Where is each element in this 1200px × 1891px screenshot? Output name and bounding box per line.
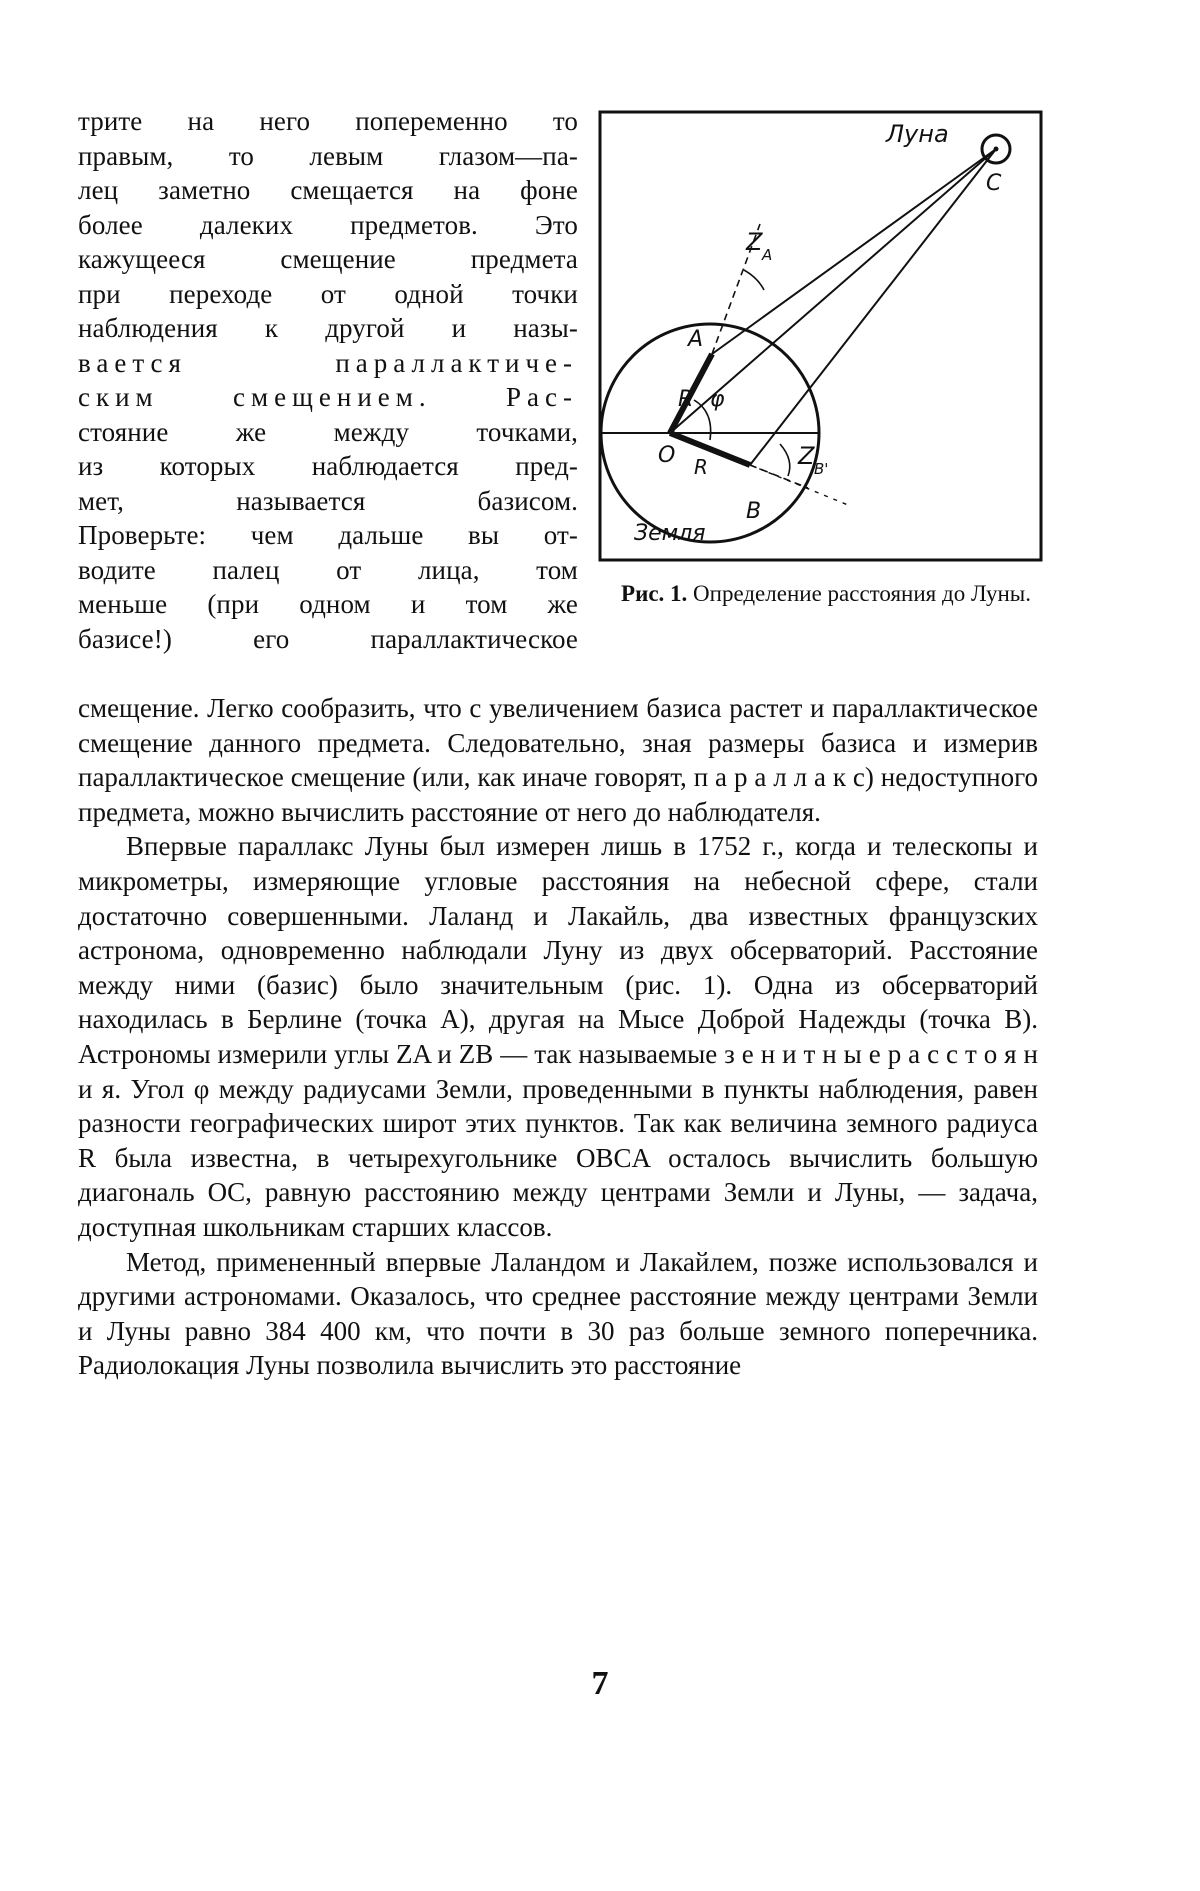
text-line: правым, то левым глазом—па-	[78, 140, 578, 171]
figure-frame	[600, 112, 1041, 560]
caption-label: Рис. 1.	[621, 581, 688, 606]
caption-text: Определение расстояния до Луны.	[693, 581, 1031, 606]
za-sub-label: A	[762, 246, 773, 264]
angle-za-arc	[744, 270, 764, 290]
text-line-spaced-term: вается параллактиче-	[78, 347, 578, 378]
text-line: базисе!) его параллактическое	[78, 623, 578, 654]
figure-diagram	[598, 110, 1043, 562]
text-line: мет, называется базисом.	[78, 485, 578, 516]
earth-label: Земля	[634, 521, 706, 546]
text-line: наблюдения к другой и назы-	[78, 313, 578, 343]
wrapped-paragraph	[78, 104, 578, 656]
text-line: Проверьте: чем дальше вы от-	[78, 520, 578, 550]
point-c-label: C	[986, 171, 1002, 196]
text-line: кажущееся смещение предмета	[78, 244, 578, 274]
text-line: из которых наблюдается пред-	[78, 451, 578, 481]
text-line: трите на него попеременно то	[78, 106, 578, 136]
point-a-label: A	[688, 327, 704, 352]
moon-distance-figure	[598, 110, 1043, 562]
text-line: при переходе от одной точки	[78, 278, 578, 309]
radius-r1-label: R	[678, 387, 694, 412]
zb-sub-label: B'	[814, 460, 829, 478]
paragraph-parallax-history: Впервые параллакс Луны был измерен лишь в 1752 г., когда и телескопы и микрометры, измеряющие угловые расстояния на небесной сфере, стали достаточно совершенными. Лаланд и Лакайль, два известных французских астронома, одновременно наблюдали Луну из двух обсерваторий. Расстояние между ними (базис) было значительным (рис. 1). Одна из обсерваторий находилась в Берлине (точка A), другая на Мысе Доброй Надежды (точка B). Астрономы измерили углы ZA и ZB — так называемые з е н и т н ы е р а с с т о я н и я. Угол φ между радиусами Земли, проведенными в пункты наблюдения, равен разности географических широт этих пунктов. Так как величина земного радиуса R была известна, в четырехугольнике OBCA осталось вычислить большую диагональ OC, равную расстоянию между центрами Земли и Луны, — задача, доступная школьникам старших классов.	[78, 831, 1038, 1242]
za-label: Z	[746, 228, 763, 256]
phi-label: φ	[710, 387, 725, 412]
radius-r2-label: R	[694, 455, 708, 479]
text-line: стояние же между точками,	[78, 416, 578, 447]
text-line-spaced-term: ским смещением. Рас-	[78, 382, 578, 412]
paragraph-method: Метод, примененный впервые Лаландом и Лакайлем, позже использовался и другими астрономами. Оказалось, что среднее расстояние между центрами Земли и Луны равно 384 400 км, что почти в 30 раз больше земного поперечника. Радиолокация Луны позволила вычислить это расстояние	[78, 1246, 1038, 1381]
paragraph-continuation: смещение. Легко сообразить, что с увеличением базиса растет и параллактическое смещение данного предмета. Следовательно, зная размеры базиса и измерив параллактическое смещение (или, как иначе говорят, п а р а л л а к с) недоступного предмета, можно вычислить расстояние от него до наблюдателя.	[78, 693, 1038, 827]
body-text	[78, 691, 1038, 1383]
angle-zb-arc	[780, 444, 790, 476]
text-line: водите палец от лица, том	[78, 554, 578, 585]
figure-caption	[606, 580, 1046, 607]
line-bc	[750, 149, 996, 465]
point-o-label: O	[658, 443, 676, 468]
text-line: меньше (при одном и том же	[78, 589, 578, 619]
moon-label: Луна	[886, 120, 949, 148]
text-line: лец заметно смещается на фоне	[78, 175, 578, 205]
zb-label: Z	[798, 442, 815, 470]
page-number: 7	[591, 1665, 609, 1702]
text-line: более далеких предметов. Это	[78, 209, 578, 240]
point-b-label: B	[746, 499, 762, 524]
